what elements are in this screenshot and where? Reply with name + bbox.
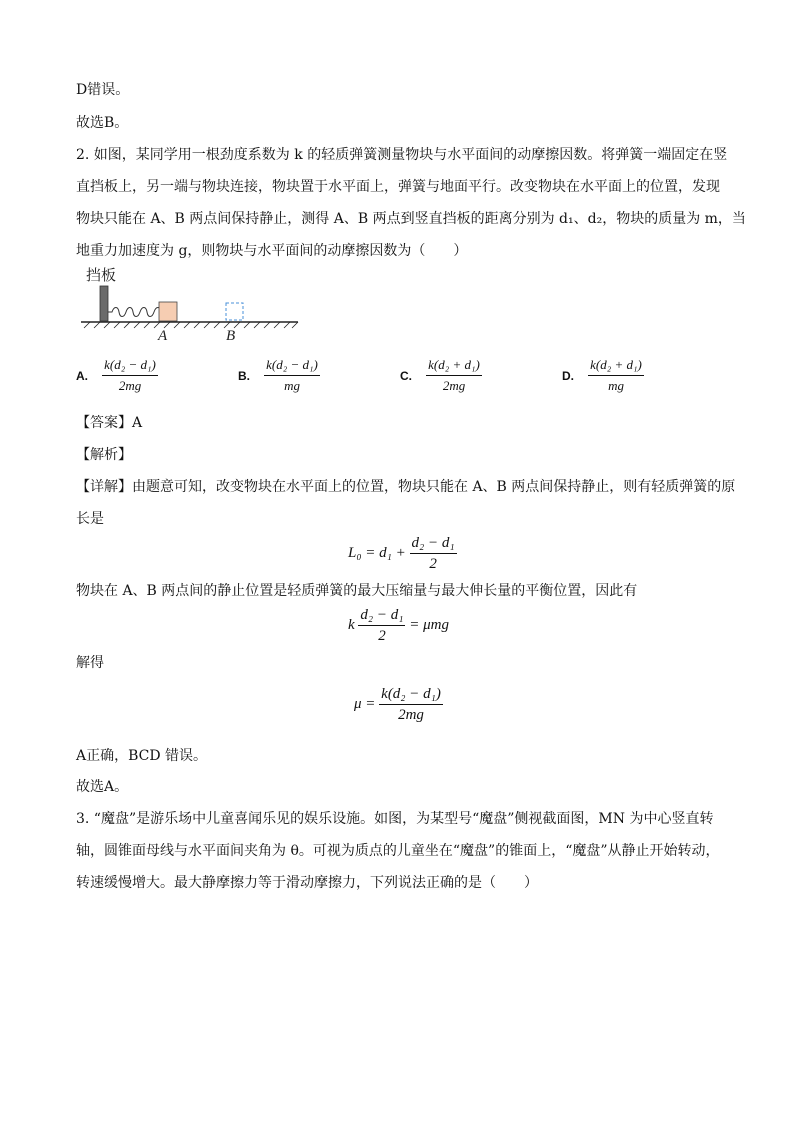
option-c-denominator: 2mg [442,378,466,393]
eq2-numerator: d₂ − d₁ [358,605,405,626]
eq3-denominator: 2mg [398,707,424,723]
eq3-numerator: k(d₂ − d₁) [379,684,443,705]
eq2-rhs: = μmg [409,617,449,633]
eq2-fraction [358,605,405,646]
option-c-letter: C. [400,368,412,383]
option-d-numerator: k(d₂ + d₁) [588,355,644,376]
option-b-fraction [264,355,320,396]
q3-line-1: 3. “魔盘”是游乐场中儿童喜闻乐见的娱乐设施。如图，为某型号“魔盘”侧视截面图，MN 为中心竖直转 [76,811,714,827]
equation-original-length [348,533,457,574]
option-b-denominator: mg [284,378,300,393]
option-b-letter: B. [238,368,250,383]
option-d-letter: D. [562,368,574,383]
q2-line-3: 物块只能在 A、B 两点间保持静止，测得 A、B 两点到竖直挡板的距离分别为 d₁、d₂，物块的质量为 m，当 [76,211,746,227]
detail-line-1: 【详解】由题意可知，改变物块在水平面上的位置，物块只能在 A、B 两点间保持静止，则有轻质弹簧的原 [76,479,736,495]
option-b-numerator: k(d₂ − d₁) [264,355,320,376]
option-a-numerator: k(d₂ − d₁) [102,355,158,376]
eq3-lhs: μ = [354,696,376,712]
ground-hatching [84,322,298,328]
equation-balance [348,605,449,646]
option-c[interactable] [400,355,482,396]
text-choose-b: 故选B。 [76,115,129,131]
option-a[interactable] [76,355,158,396]
eq1-denominator: 2 [429,556,437,572]
equation-mu [354,684,443,725]
point-a-label: A [158,328,168,344]
text-d-wrong: D错误。 [76,82,130,98]
eq2-k: k [348,617,355,633]
q2-line-2: 直挡板上，另一端与物块连接，物块置于水平面上，弹簧与地面平行。改变物块在水平面上的位置，发现 [76,179,720,195]
detail-line-3: 物块在 A、B 两点间的静止位置是轻质弹簧的最大压缩量与最大伸长量的平衡位置，因此有 [76,583,638,599]
eq2-denominator: 2 [378,628,386,644]
solve-line: 解得 [76,655,104,671]
option-a-letter: A. [76,368,88,383]
q3-line-3: 转速缓慢增大。最大静摩擦力等于滑动摩擦力，下列说法正确的是（ ） [76,875,538,891]
point-b-label: B [226,328,236,344]
detail-line-2: 长是 [76,511,104,527]
option-c-fraction [426,355,482,396]
option-d[interactable] [562,355,644,396]
baffle-label: 挡板 [86,266,117,284]
block-position-b [226,303,243,320]
option-c-numerator: k(d₂ + d₁) [426,355,482,376]
eq1-lhs: L₀ = d₁ + [348,545,406,561]
eq1-fraction [410,533,457,574]
block [159,302,177,321]
q2-line-4: 地重力加速度为 g，则物块与水平面间的动摩擦因数为（ ） [76,243,468,259]
a-correct-line: A正确，BCD 错误。 [76,748,208,764]
eq1-numerator: d₂ − d₁ [410,533,457,554]
option-d-fraction [588,355,644,396]
q2-line-1: 2. 如图，某同学用一根劲度系数为 k 的轻质弹簧测量物块与水平面间的动摩擦因数。将弹簧一端固定在竖 [76,147,728,163]
analysis-heading: 【解析】 [76,447,132,463]
spring-block-figure [76,262,306,346]
q3-line-2: 轴，圆锥面母线与水平面间夹角为 θ。可视为质点的儿童坐在“魔盘”的锥面上，“魔盘”从静止开始转动， [76,843,720,859]
eq3-fraction [379,684,443,725]
option-a-denominator: 2mg [118,378,142,393]
answer-line: 【答案】A [76,415,143,431]
baffle [100,286,108,321]
option-d-denominator: mg [608,378,624,393]
option-b[interactable] [238,355,320,396]
option-a-fraction [102,355,158,396]
choose-a-line: 故选A。 [76,779,129,795]
